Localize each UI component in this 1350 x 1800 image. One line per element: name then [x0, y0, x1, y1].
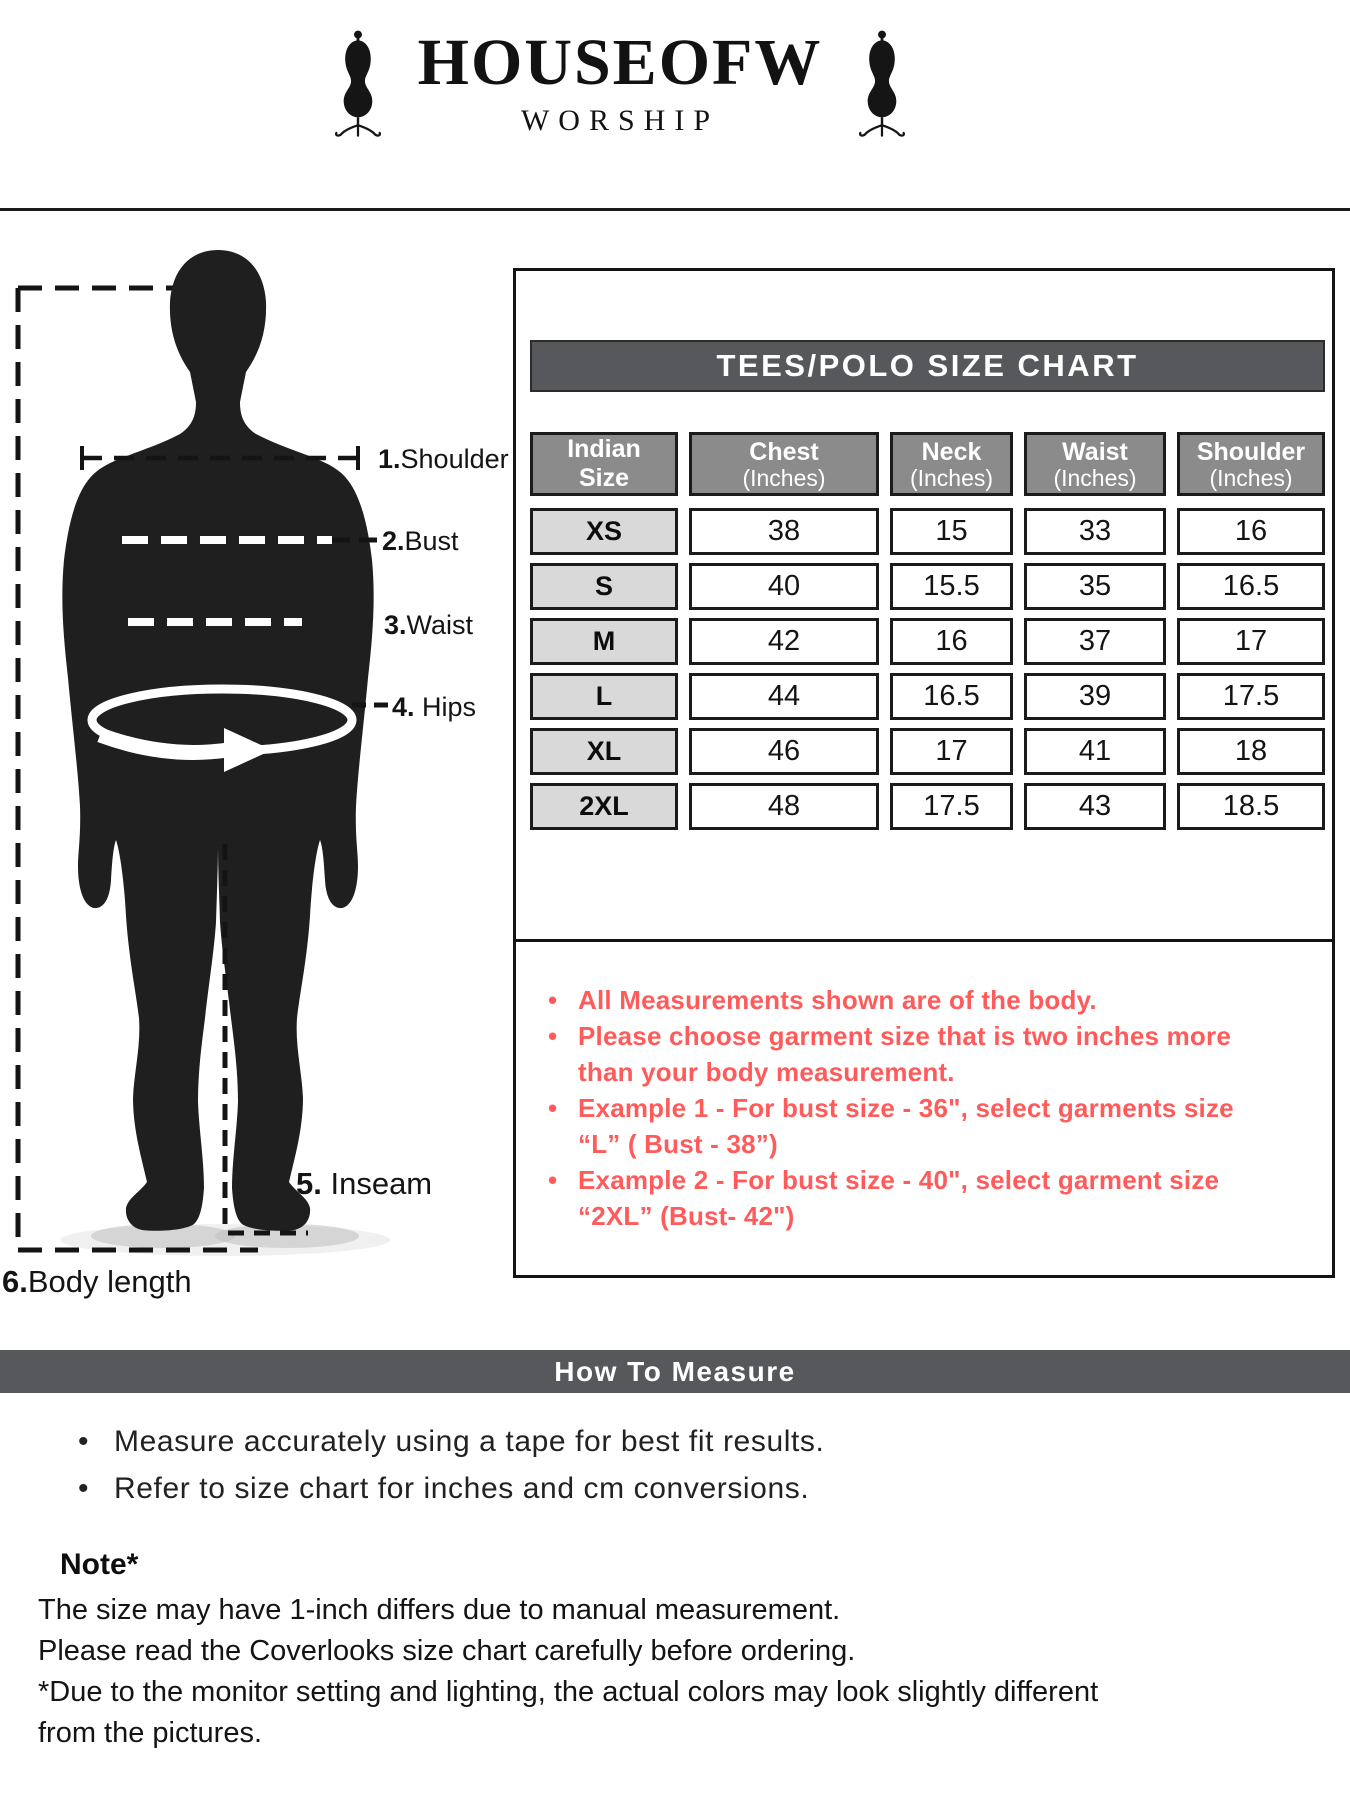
size-cell: XS [530, 508, 678, 555]
shoulder-cell: 18.5 [1177, 783, 1325, 830]
red-note: • Example 2 - For bust size - 40", select garment size “2XL” (Bust- 42") [548, 1162, 1278, 1234]
size-cell: L [530, 673, 678, 720]
chest-cell: 38 [689, 508, 879, 555]
shoulder-cell: 16 [1177, 508, 1325, 555]
bullet-icon: • [78, 1472, 90, 1505]
label-shoulder: 1.Shoulder [378, 444, 509, 474]
neck-cell: 17 [890, 728, 1013, 775]
neck-cell: 15.5 [890, 563, 1013, 610]
column-header-chest: Chest (Inches) [689, 432, 879, 496]
bullet-icon: • [548, 1093, 558, 1123]
column-header-shoulder: Shoulder (Inches) [1177, 432, 1325, 496]
header-divider [0, 208, 1350, 211]
note-line: Please read the Coverlooks size chart carefully before ordering. [38, 1635, 856, 1667]
mannequin-icon [332, 28, 384, 140]
label-waist: 3.Waist [384, 610, 474, 640]
table-row [530, 728, 1325, 775]
neck-cell: 16 [890, 618, 1013, 665]
red-notes-list [548, 982, 1278, 1234]
size-chart-title: TEES/POLO SIZE CHART [530, 340, 1325, 392]
brand-name: HOUSEOFW [417, 26, 823, 99]
body-measurement-figure [0, 230, 470, 1270]
note-body [38, 1590, 1138, 1754]
shoulder-cell: 17.5 [1177, 673, 1325, 720]
neck-cell: 15 [890, 508, 1013, 555]
how-to-measure-bar: How To Measure [0, 1350, 1350, 1393]
red-note: • All Measurements shown are of the body. [548, 982, 1278, 1018]
size-cell: M [530, 618, 678, 665]
chest-cell: 44 [689, 673, 879, 720]
neck-cell: 17.5 [890, 783, 1013, 830]
brand-header [0, 28, 1350, 140]
table-row [530, 508, 1325, 555]
red-note: • Please choose garment size that is two inches more than your body measurement. [548, 1018, 1278, 1090]
size-cell: S [530, 563, 678, 610]
box-section-divider [513, 939, 1335, 942]
note-line: The size may have 1-inch differs due to manual measurement. [38, 1594, 841, 1626]
label-hips: 4. Hips [392, 692, 477, 722]
note-heading: Note* [60, 1548, 139, 1581]
label-inseam: 5. Inseam [296, 1166, 433, 1201]
chest-cell: 40 [689, 563, 879, 610]
chest-cell: 42 [689, 618, 879, 665]
label-bust: 2.Bust [382, 526, 459, 556]
column-header-waist: Waist (Inches) [1024, 432, 1166, 496]
brand-block [417, 26, 823, 138]
shoulder-cell: 16.5 [1177, 563, 1325, 610]
shoulder-cell: 18 [1177, 728, 1325, 775]
mannequin-icon [856, 28, 908, 140]
size-cell: XL [530, 728, 678, 775]
waist-cell: 35 [1024, 563, 1166, 610]
table-row [530, 673, 1325, 720]
red-note: • Example 1 - For bust size - 36", select garments size “L” ( Bust - 38”) [548, 1090, 1278, 1162]
measure-bullet: • Measure accurately using a tape for best fit results. [78, 1418, 824, 1465]
measure-bullets [78, 1418, 824, 1512]
waist-cell: 41 [1024, 728, 1166, 775]
bullet-icon: • [78, 1425, 90, 1458]
note-line: *Due to the monitor setting and lighting, the actual colors may look slightly different from the pictures. [38, 1676, 1099, 1749]
waist-cell: 37 [1024, 618, 1166, 665]
chest-cell: 48 [689, 783, 879, 830]
column-header-neck: Neck (Inches) [890, 432, 1013, 496]
measure-bullet: • Refer to size chart for inches and cm conversions. [78, 1465, 824, 1512]
brand-subtitle: WORSHIP [520, 104, 719, 137]
waist-cell: 33 [1024, 508, 1166, 555]
waist-cell: 43 [1024, 783, 1166, 830]
bullet-icon: • [548, 1021, 558, 1051]
chest-cell: 46 [689, 728, 879, 775]
bullet-icon: • [548, 985, 558, 1015]
neck-cell: 16.5 [890, 673, 1013, 720]
table-row [530, 618, 1325, 665]
table-header-row [530, 432, 1325, 496]
column-header-indian-size: Indian Size [530, 432, 678, 496]
label-body-length: 6.Body length [2, 1264, 192, 1299]
table-row [530, 563, 1325, 610]
waist-cell: 39 [1024, 673, 1166, 720]
shoulder-cell: 17 [1177, 618, 1325, 665]
table-row [530, 783, 1325, 830]
size-cell: 2XL [530, 783, 678, 830]
bullet-icon: • [548, 1165, 558, 1195]
